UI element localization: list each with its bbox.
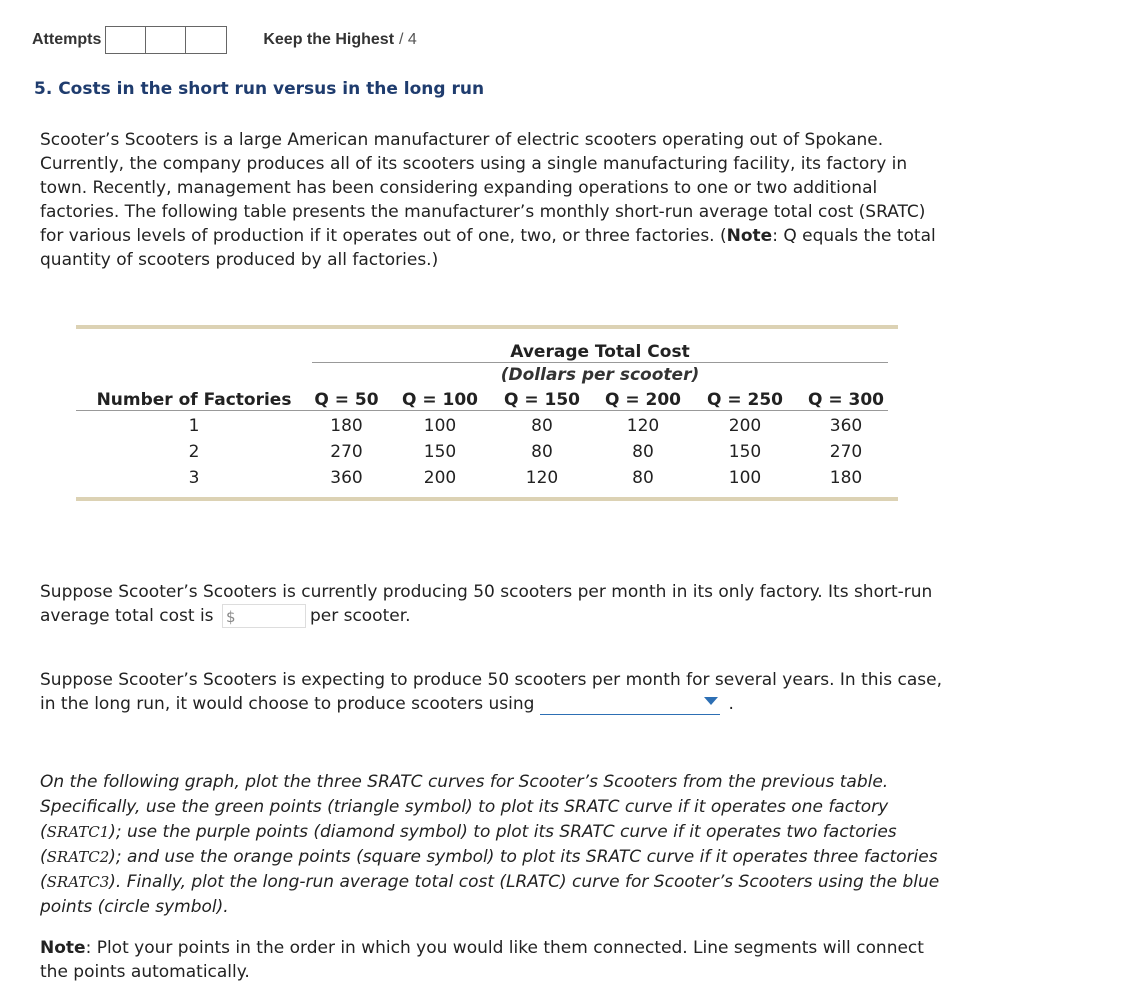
intro-paragraph: Scooter’s Scooters is a large American manufacturer of electric scooters operating out of Spokane. Currently, the company produces all of its scooters using a single manufacturing facility, its factory in town. Recently, management has been considering expanding operations to one or two additional factories. The following table presents the manufacturer’s monthly short-run average total cost (SRATC) for various levels of production if it operates out of one, two, or three factories. (Note: Q equals the total quantity of scooters produced by all factories.) <box>40 130 936 270</box>
factories-cell: 1 <box>188 416 200 436</box>
factories-cell: 2 <box>188 442 200 462</box>
column-header: Q = 100 <box>401 390 479 410</box>
cost-cell: 80 <box>632 442 654 462</box>
cost-cell: 150 <box>728 442 762 462</box>
graph-instructions <box>40 770 950 920</box>
row-header: Number of Factories <box>96 390 292 410</box>
note-label: Note <box>726 226 773 246</box>
attempt-box <box>146 27 186 53</box>
attempts-label: Attempts <box>32 31 102 48</box>
sratc2-number: 2 <box>99 848 110 866</box>
attempts-header <box>32 26 417 54</box>
note-text: : Q equals the total quantity of scooters produced by all factories.) <box>40 226 936 270</box>
part2-paragraph <box>40 668 950 716</box>
column-header: Q = 250 <box>706 390 784 410</box>
table-row <box>82 465 897 491</box>
part1-text: Suppose Scooter’s Scooters is currently producing 50 scooters per month in its only factory. Its short-run average total cost is <box>40 582 933 626</box>
cost-cell: 100 <box>423 416 457 436</box>
graph-instructions-text: ); and use the orange points (square symbol) to plot its SRATC curve if it operates three factories ( <box>40 847 938 892</box>
sratc1-number: 1 <box>99 823 110 841</box>
cost-cell: 80 <box>531 442 553 462</box>
cost-data-table <box>82 387 897 491</box>
cost-cell: 200 <box>728 416 762 436</box>
sratc2-name: SRATC <box>46 848 100 866</box>
cost-cell: 120 <box>525 468 559 488</box>
dollar-sign: $ <box>225 608 236 626</box>
table-divider <box>312 362 888 363</box>
attempt-box <box>106 27 146 53</box>
part2-text: Suppose Scooter’s Scooters is expecting to produce 50 scooters per month for several years. In this case, in the long run, it would choose to produce scooters using <box>40 670 942 714</box>
cost-cell: 150 <box>423 442 457 462</box>
sratc1-label <box>47 823 110 841</box>
cost-cell: 100 <box>728 468 762 488</box>
table-header-row <box>82 387 897 413</box>
question-title: 5. Costs in the short run versus in the long run <box>34 79 485 99</box>
column-header: Q = 150 <box>503 390 581 410</box>
column-header: Q = 300 <box>807 390 885 410</box>
table-row <box>82 413 897 439</box>
sratc-answer-input[interactable] <box>222 604 306 628</box>
table-row <box>82 439 897 465</box>
attempt-boxes <box>105 26 227 54</box>
part1-paragraph <box>40 580 950 628</box>
keep-highest-label: Keep the Highest <box>263 31 395 48</box>
sratc3-label <box>47 873 110 891</box>
factories-cell: 3 <box>188 468 200 488</box>
sratc3-number: 3 <box>99 873 110 891</box>
table-title: Average Total Cost <box>510 342 690 362</box>
graph-instructions-text: On the following graph, plot the three SRATC curves for Scooter’s Scooters from the previous table. Specifically, use the green points (triangle symbol) to plot its SRATC curve if it operates one factory ( <box>40 772 889 842</box>
note2-text: : Plot your points in the order in which you would like them connected. Line segments will connect the points automatically. <box>40 938 924 982</box>
plot-note <box>40 936 950 984</box>
cost-cell: 80 <box>632 468 654 488</box>
cost-cell: 360 <box>829 416 863 436</box>
cost-cell: 120 <box>626 416 660 436</box>
factories-dropdown[interactable] <box>540 694 720 715</box>
sratc1-name: SRATC <box>46 823 100 841</box>
cost-cell: 180 <box>330 416 363 436</box>
cost-cell: 80 <box>531 416 553 436</box>
part2-suffix: . <box>728 694 734 714</box>
table-subtitle: (Dollars per scooter) <box>500 365 700 385</box>
cost-cell: 180 <box>829 468 863 488</box>
cost-cell: 360 <box>330 468 363 488</box>
cost-table <box>76 325 898 501</box>
sratc3-name: SRATC <box>46 873 100 891</box>
sratc2-label <box>47 848 110 866</box>
cost-cell: 270 <box>829 442 863 462</box>
cost-cell: 200 <box>423 468 457 488</box>
graph-instructions-text: ); use the purple points (diamond symbol) to plot its SRATC curve if it operates two factories ( <box>40 822 897 867</box>
note2-label: Note <box>40 938 86 958</box>
part1-suffix: per scooter. <box>309 606 411 626</box>
attempt-box <box>186 27 226 53</box>
attempts-out-of: / 4 <box>399 31 417 48</box>
cost-cell: 270 <box>330 442 363 462</box>
chevron-down-icon <box>704 697 718 705</box>
column-header: Q = 200 <box>604 390 682 410</box>
graph-instructions-text: ). Finally, plot the long-run average total cost (LRATC) curve for Scooter’s Scooters using the blue points (circle symbol). <box>40 872 940 917</box>
intro-text: Scooter’s Scooters is a large American manufacturer of electric scooters operating out of Spokane. Currently, the company produces all of its scooters using a single manufacturing facility, its factory in town. Recently, management has been considering expanding operations to one or two additional factories. The following table presents the manufacturer’s monthly short-run average total cost (SRATC) for various levels of production if it operates out of one, two, or three factories. <box>40 130 926 246</box>
column-header: Q = 50 <box>314 390 379 410</box>
